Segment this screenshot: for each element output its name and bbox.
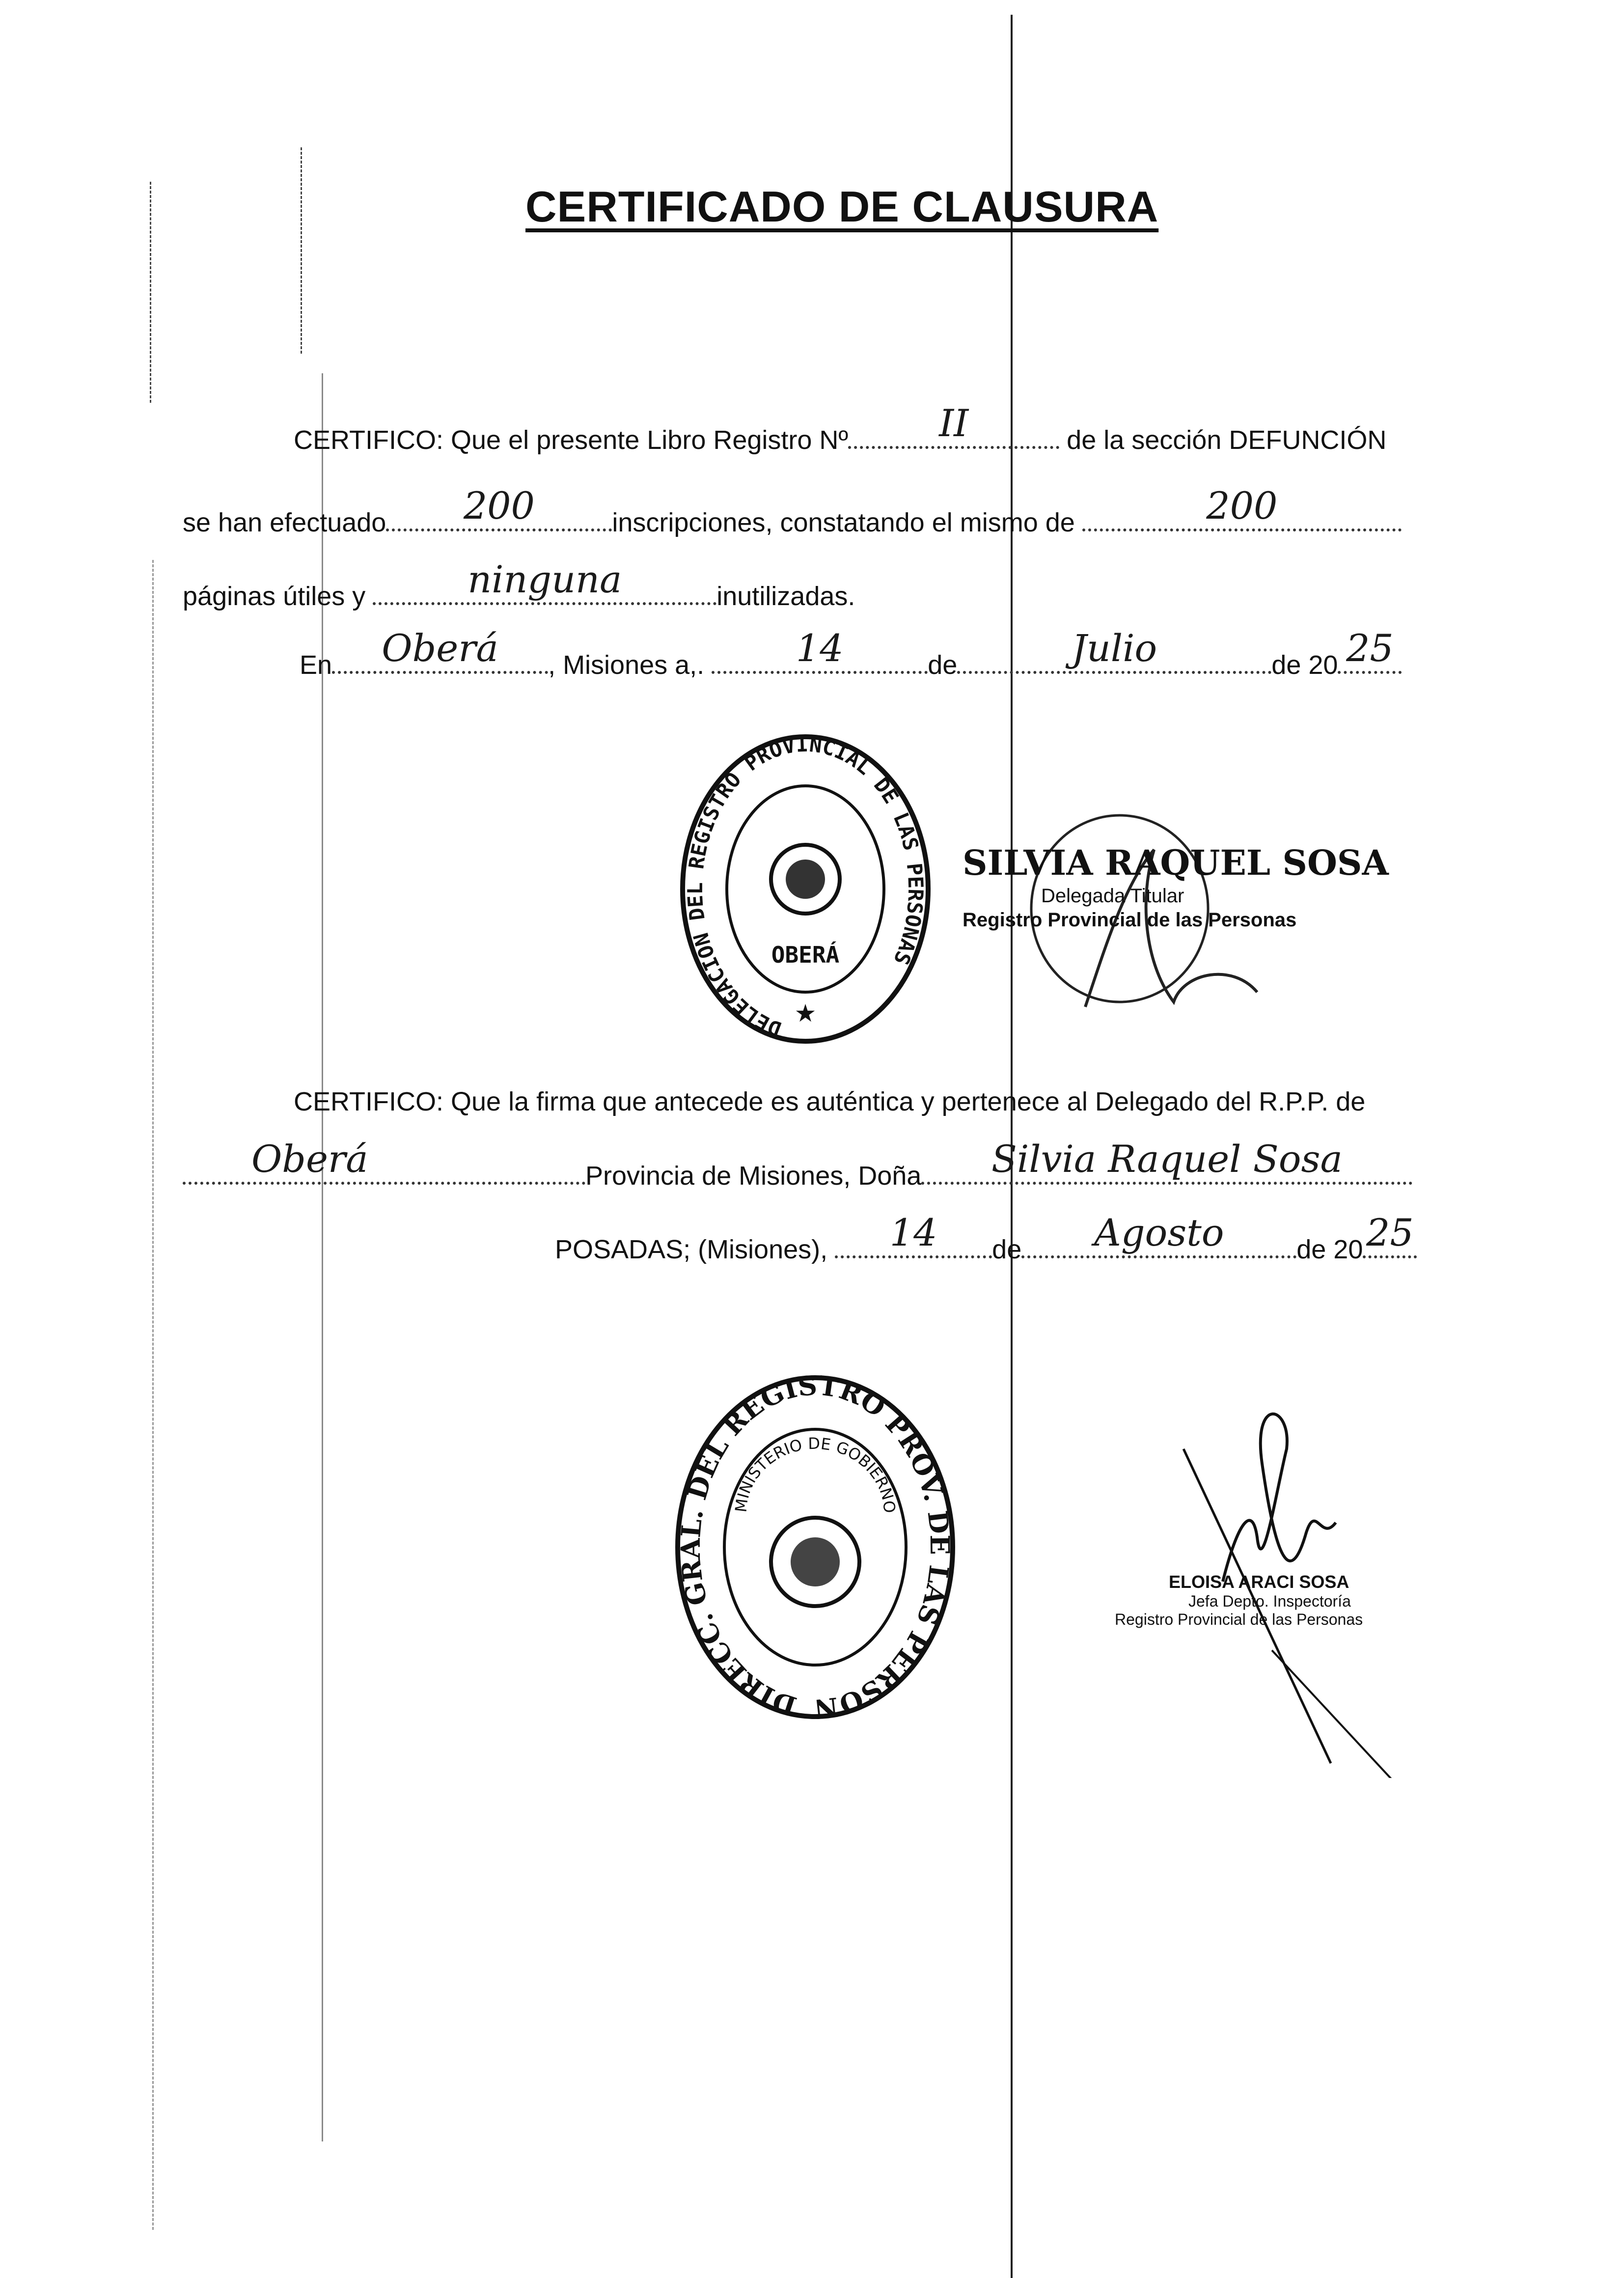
firma-month-handwritten: Agosto (1094, 1211, 1224, 1254)
day-field (712, 626, 928, 674)
firma-day-field (835, 1211, 992, 1258)
certifico-firma-text: CERTIFICO: Que la firma que antecede es auténtica y pertenece al Delegado del R.P.P. de (294, 1087, 1366, 1116)
provincia-text: Provincia de Misiones, Doña (585, 1161, 922, 1191)
firma-month-field (1021, 1211, 1296, 1258)
city-handwritten: Oberá (382, 626, 498, 670)
certifico-text: CERTIFICO: Que el presente Libro Registro Nº (294, 425, 849, 455)
city-field (332, 626, 548, 674)
en-text: En (300, 650, 332, 680)
de-text: de (928, 650, 958, 680)
certifico-line-1 (294, 401, 1387, 456)
svg-text:★: ★ (794, 1000, 817, 1027)
stamp-direccion-inner-text: MINISTERIO DE GOBIERNO (731, 1434, 899, 1514)
signature-silvia-block (963, 842, 1389, 931)
firma-city-handwritten: Oberá (251, 1137, 368, 1181)
firma-day-handwritten: 14 (889, 1211, 937, 1254)
signature-silvia-name: SILVIA RAQUEL SOSA (963, 842, 1389, 883)
certifico-line-3 (183, 557, 855, 612)
posadas-text: POSADAS; (Misiones), (555, 1235, 828, 1264)
firma-year-field (1363, 1211, 1417, 1258)
stamp-delegacion-graphic (678, 732, 933, 1046)
certifico-firma-line-3 (555, 1211, 1417, 1266)
svg-text:MINISTERIO DE GOBIERNO (731, 1434, 899, 1514)
firma-year-prefix-text: de 20 (1296, 1235, 1363, 1264)
firma-name-handwritten: Silvia Raquel Sosa (991, 1137, 1343, 1181)
stamp-delegacion-ring-text: DELEGACION DEL REGISTRO PROVINCIAL DE LAS PERSONAS (683, 732, 928, 1042)
paginas-count-field (1082, 484, 1402, 531)
certifico-firma-line-1 (294, 1085, 1365, 1118)
signature-silvia-org: Registro Provincial de las Personas (963, 909, 1297, 931)
day-handwritten: 14 (796, 626, 844, 670)
inscripciones-text: inscripciones, constatando el mismo de (612, 508, 1075, 537)
signature-eloisa-block (1115, 1572, 1363, 1629)
stamp-direccion-general (673, 1365, 958, 1719)
left-margin-mark (152, 560, 154, 2230)
month-field (957, 626, 1271, 674)
paginas-utiles-text: páginas útiles y (183, 582, 366, 611)
stamp-delegacion-center-text: OBERÁ (771, 942, 840, 968)
libro-number-field (848, 401, 1059, 449)
certifico-firma-line-2 (183, 1137, 1412, 1192)
signature-eloisa-org: Registro Provincial de las Personas (1115, 1611, 1363, 1628)
signature-silvia-role: Delegada Titular (1041, 885, 1184, 907)
firma-name-field (921, 1137, 1412, 1185)
inscripciones-count-handwritten: 200 (463, 484, 535, 528)
certifico-line-2 (183, 484, 1402, 539)
firma-year-handwritten: 25 (1366, 1211, 1414, 1254)
stamp-delegacion (678, 732, 933, 1046)
inutilizadas-text: inutilizadas. (716, 582, 855, 611)
year-field (1338, 626, 1402, 674)
firma-de-text: de (992, 1235, 1022, 1264)
left-margin-mark (301, 147, 302, 354)
firma-city-field (183, 1137, 585, 1185)
certifico-line-4 (300, 626, 1402, 681)
signature-eloisa-name: ELOISA ARACI SOSA (1169, 1572, 1349, 1592)
signature-eloisa-role: Jefa Depto. Inspectoría (1188, 1592, 1351, 1610)
stamp-direccion-ring-text: DIRECC. GRAL. DEL REGISTRO PROV. DE LAS PERSON (674, 1369, 956, 1719)
efectuado-text: se han efectuado (183, 508, 386, 537)
seccion-text: de la sección DEFUNCIÓN (1067, 425, 1387, 455)
month-handwritten: Julio (1072, 626, 1157, 670)
inutilizadas-field (373, 557, 716, 605)
document-title: CERTIFICADO DE CLAUSURA (525, 182, 1159, 231)
paginas-count-handwritten: 200 (1206, 484, 1278, 528)
libro-number-handwritten: II (939, 401, 969, 445)
inutilizadas-handwritten: ninguna (468, 557, 622, 601)
left-margin-mark (322, 373, 323, 2141)
inscripciones-count-field (386, 484, 612, 531)
misiones-text: , Misiones a,. (548, 650, 705, 680)
year-handwritten: 25 (1346, 626, 1394, 670)
stamp-direccion-graphic (673, 1365, 958, 1719)
year-prefix-text: de 20 (1271, 650, 1338, 680)
left-margin-mark (150, 182, 151, 403)
